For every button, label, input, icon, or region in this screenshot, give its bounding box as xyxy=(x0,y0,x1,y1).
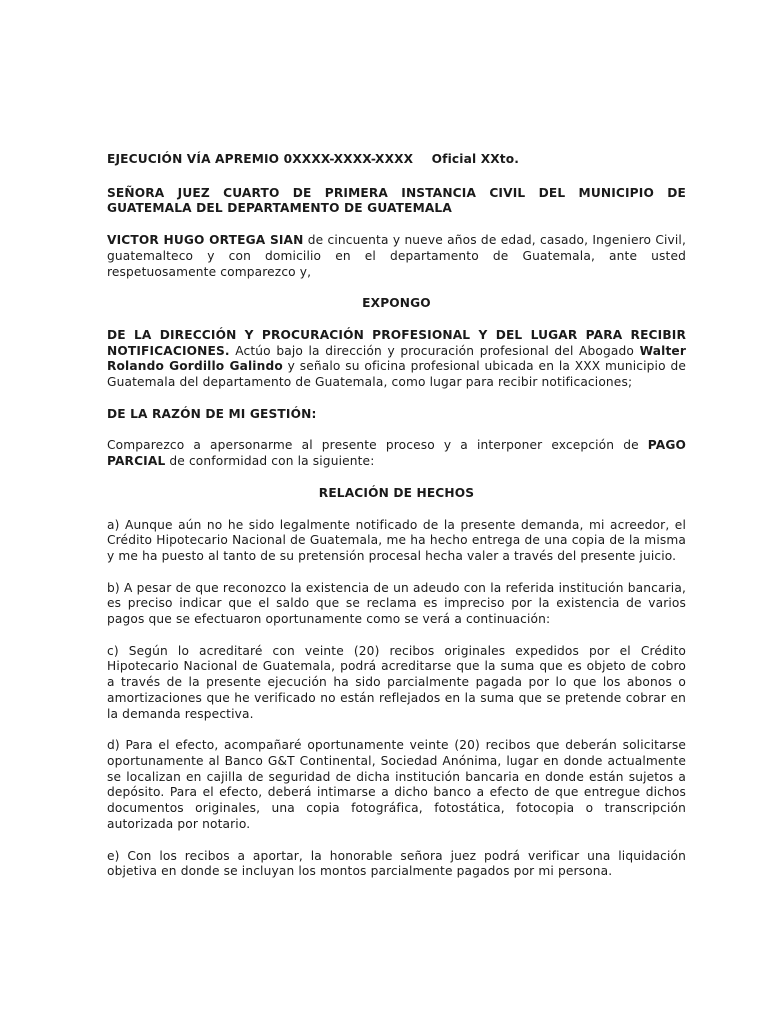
relacion-heading: RELACIÓN DE HECHOS xyxy=(318,485,475,500)
case-number: EJECUCIÓN VÍA APREMIO 0XXXX-XXXX-XXXX xyxy=(107,152,414,166)
lawyer-name: Walter Rolando Gordillo Galindo xyxy=(107,343,686,374)
hecho-b: b) A pesar de que reconozco la existencia de un adeudo con la referida institución bancaria, es preciso indicar que el saldo que se reclama es impreciso por la existencia de varios pagos que se efectuaron oportunamente como se verá a continuación: xyxy=(107,580,686,627)
applicant-name: VICTOR HUGO ORTEGA SIAN xyxy=(107,233,304,248)
case-header xyxy=(107,152,686,168)
hecho-a: a) Aunque aún no he sido legalmente notificado de la presente demanda, mi acreedor, el Crédito Hipotecario Nacional de Guatemala, me ha hecho entrega de una copia de la misma y me ha puesto al tanto de su pretensión procesal hecha valer a través del presente juicio. xyxy=(107,517,686,563)
document-page xyxy=(107,152,686,896)
expongo-heading: EXPONGO xyxy=(362,296,431,311)
direccion-text-b: y señalo su oficina profesional ubicada en la XXX municipio de Guatemala del departamento de Guatemala, como lugar para recibir notificaciones; xyxy=(107,359,686,390)
razon-text-b: de conformidad con la siguiente: xyxy=(165,454,375,469)
hecho-d: d) Para el efecto, acompañaré oportunamente veinte (20) recibos que deberán solicitarse oportunamente al Banco G&T Continental, Sociedad Anónima, lugar en donde actualmente se localizan en cajilla de seguridad de dicha institución bancaria en donde están sujetos a depósito. Para el efecto, deberá intimarse a dicho banco a efecto de que entregue dichos documentos originales, una copia fotográfica, fotostática, fotocopia o transcripción autorizada por notario. xyxy=(107,738,686,831)
razon-text-a: Comparezco a apersonarme al presente proceso y a interponer excepción de xyxy=(107,438,648,453)
razon-paragraph xyxy=(107,438,686,469)
direccion-text-a: Actúo bajo la dirección y procuración profesional del Abogado xyxy=(229,343,640,358)
intro-text: de cincuenta y nueve años de edad, casado, Ingeniero Civil, guatemalteco y con domicilio en el departamento de Guatemala, ante usted respetuosamente comparezco y, xyxy=(107,233,686,279)
direccion-heading: DE LA DIRECCIÓN Y PROCURACIÓN PROFESIONAL Y DEL LUGAR PARA RECIBIR NOTIFICACIONES. xyxy=(107,327,686,358)
pago-parcial: PAGO PARCIAL xyxy=(107,438,686,469)
oficial-label: Oficial XXto. xyxy=(431,152,520,166)
hecho-c: c) Según lo acreditaré con veinte (20) recibos originales expedidos por el Crédito Hipotecario Nacional de Guatemala, podrá acreditarse que la suma que es objeto de cobro a través de la presente ejecución ha sido parcialmente pagada por lo que los abonos o amortizaciones que he verificado no están reflejados en la suma que se pretende cobrar en la demanda respectiva. xyxy=(107,643,686,721)
direccion-paragraph xyxy=(107,328,686,391)
razon-heading: DE LA RAZÓN DE MI GESTIÓN: xyxy=(107,406,317,421)
addressee: SEÑORA JUEZ CUARTO DE PRIMERA INSTANCIA CIVIL DEL MUNICIPIO DE GUATEMALA DEL DEPARTAMENTO DE GUATEMALA xyxy=(107,185,686,216)
intro-paragraph xyxy=(107,233,686,280)
hecho-e: e) Con los recibos a aportar, la honorable señora juez podrá verificar una liquidación objetiva en donde se incluyan los montos parcialmente pagados por mi persona. xyxy=(107,848,686,879)
